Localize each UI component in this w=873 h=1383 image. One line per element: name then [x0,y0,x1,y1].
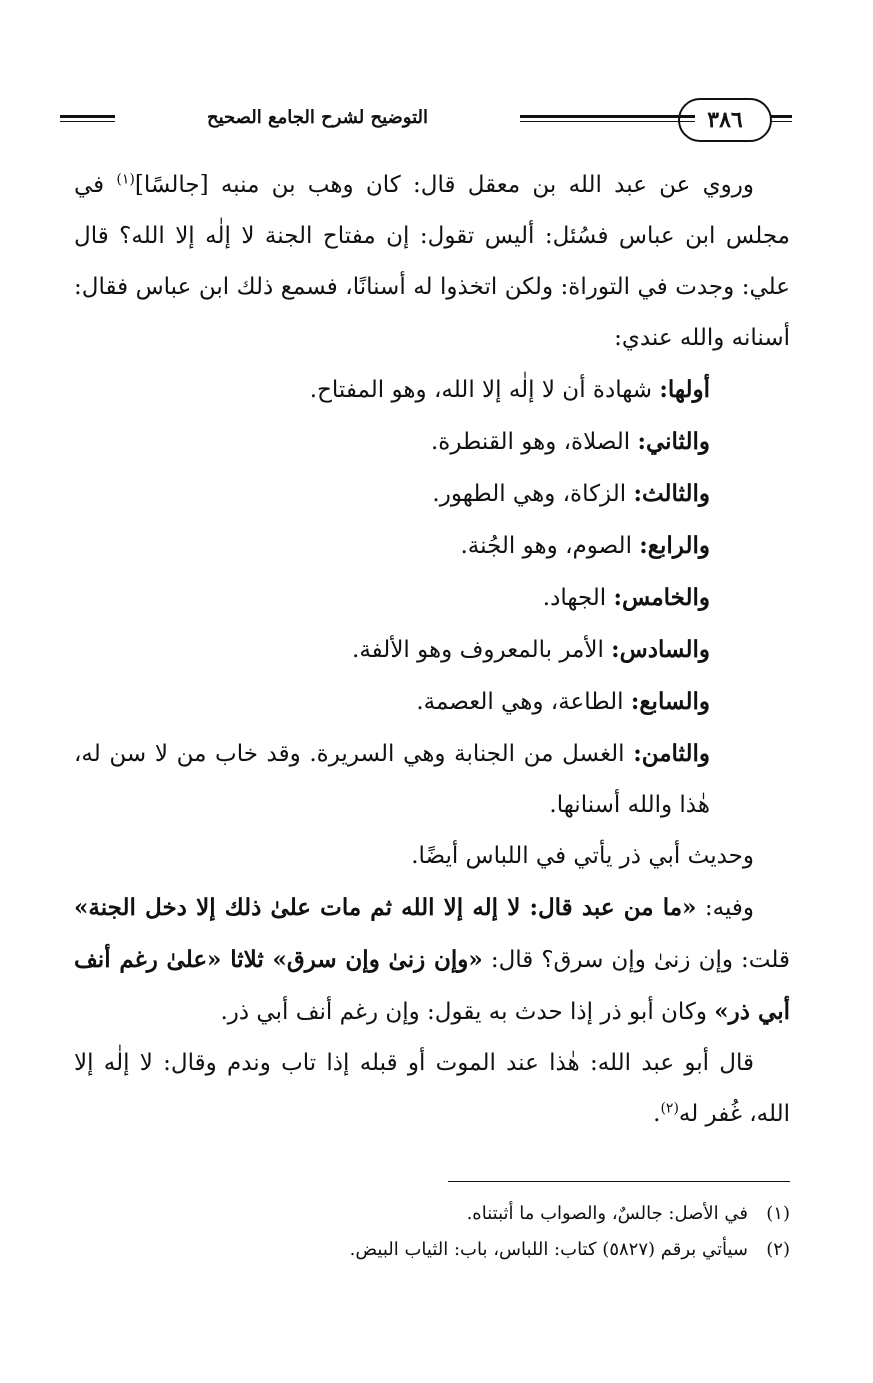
list-text: الزكاة، وهي الطهور. [432,481,634,507]
list-item-fifth [74,572,790,624]
paragraph-narration-text-a: وروي عن عبد الله بن معقل قال: كان وهب بن منبه [جالسًا] [134,172,754,198]
list-text: الأمر بالمعروف وهو الألفة. [352,637,612,663]
header-rule-middle [520,115,695,118]
list-label: والسادس: [611,636,710,663]
footnote-text: سيأتي برقم (٥٨٢٧) كتاب: اللباس، باب: الثياب البيض. [349,1239,748,1260]
list-item-eighth [74,728,790,831]
list-label: أولها: [659,376,710,403]
footnote-number: (١) [766,1203,790,1224]
list-label: والثاني: [637,428,710,455]
paragraph-hadith-end: وكان أبو ذر إذا حدث به يقول: وإن رغم أنف أبي ذر. [220,999,715,1025]
list-text: الطاعة، وهي العصمة. [416,689,631,715]
footnote-ref-1: (١) [116,171,135,188]
list-text: الجهاد. [542,585,614,611]
paragraph-narration-text-b: في مجلس ابن عباس فسُئل: أليس تقول: إن مفتاح الجنة لا إلٰه إلا الله؟ قال علي: وجدت في التوراة: ولكن اتخذوا له أسنانًا، فسمع ذلك ابن عباس فقال: أسنانه والله عندي: [74,172,790,351]
page-body [74,160,790,1140]
list-label: والثامن: [633,740,710,767]
list-item-second [74,416,790,468]
paragraph-abu-abdullah [74,1038,790,1140]
list-item-third [74,468,790,520]
list-text: الصوم، وهو الجُنة. [460,533,640,559]
footnote-separator [448,1181,790,1182]
header-rule-left-thin [60,121,115,122]
footnote-number: (٢) [766,1239,790,1260]
page-number: ٣٨٦ [678,98,772,142]
list-text: الغسل من الجنابة وهي السريرة. وقد خاب من لا سن له، هٰذا والله أسنانها. [74,741,710,818]
header-rule-left [60,115,115,118]
list-label: والرابع: [639,532,710,559]
paragraph-abu-abdullah-end: . [653,1101,661,1127]
list-label: والخامس: [613,584,710,611]
hadith-quote-2: «وإن زنىٰ وإن سرق» ثلاثا «علىٰ رغم أنف أبي ذر» [74,946,790,1025]
footnote-2 [74,1232,790,1268]
paragraph-hadith-intro: وفيه: [696,895,754,921]
paragraph-hadith-mid: قلت: وإن زنىٰ وإن سرق؟ قال: [482,947,790,973]
paragraph-abu-abdullah-text: قال أبو عبد الله: هٰذا عند الموت أو قبله إذا تاب وندم وقال: لا إلٰه إلا الله، غُفر له [74,1050,790,1127]
running-title: التوضيح لشرح الجامع الصحيح [206,107,429,128]
footnote-ref-2: (٢) [660,1100,679,1117]
header-rule-middle-thin [520,121,695,122]
list-item-seventh [74,676,790,728]
list-text: شهادة أن لا إلٰه إلا الله، وهو المفتاح. [309,377,660,403]
paragraph-hadith-text [74,882,790,1038]
footnote-1 [74,1196,790,1232]
list-text: الصلاة، وهو القنطرة. [431,429,638,455]
footnotes [74,1196,790,1268]
page-header [60,92,792,148]
list-item-first [74,364,790,416]
hadith-quote-1: «ما من عبد قال: لا إله إلا الله ثم مات علىٰ ذلك إلا دخل الجنة» [74,894,697,921]
paragraph-narration [74,160,790,364]
footnote-text: في الأصل: جالسٌ، والصواب ما أثبتناه. [466,1203,748,1224]
paragraph-hadith-abu-dharr: وحديث أبي ذر يأتي في اللباس أيضًا. [411,843,754,869]
list-label: والسابع: [630,688,710,715]
list-item-fourth [74,520,790,572]
list-item-sixth [74,624,790,676]
list-label: والثالث: [633,480,710,507]
